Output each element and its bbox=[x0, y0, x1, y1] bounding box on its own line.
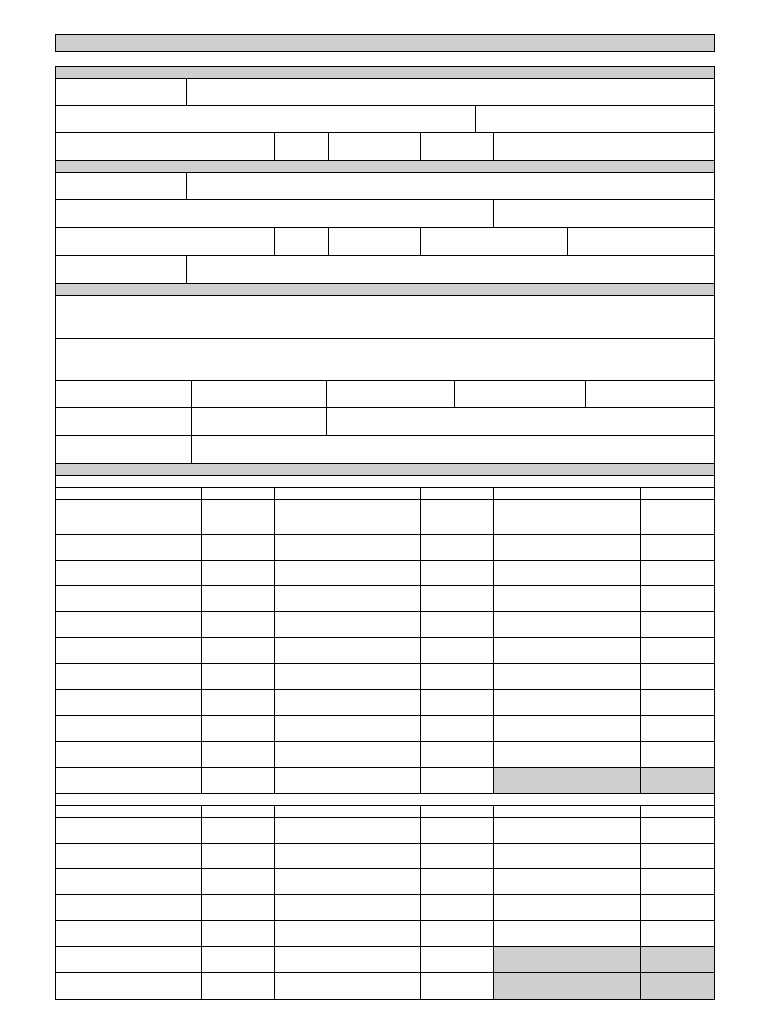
table-1-shaded-cell bbox=[494, 768, 714, 793]
section-3-header bbox=[56, 283, 714, 296]
form-frame bbox=[55, 66, 715, 1000]
title-bar bbox=[55, 34, 715, 52]
table-2-shaded-cell-1 bbox=[494, 947, 714, 972]
section-1-header bbox=[56, 67, 714, 79]
section-2-header bbox=[56, 160, 714, 173]
table-2-shaded-cell-2 bbox=[494, 973, 714, 999]
section-4-header bbox=[56, 463, 714, 476]
